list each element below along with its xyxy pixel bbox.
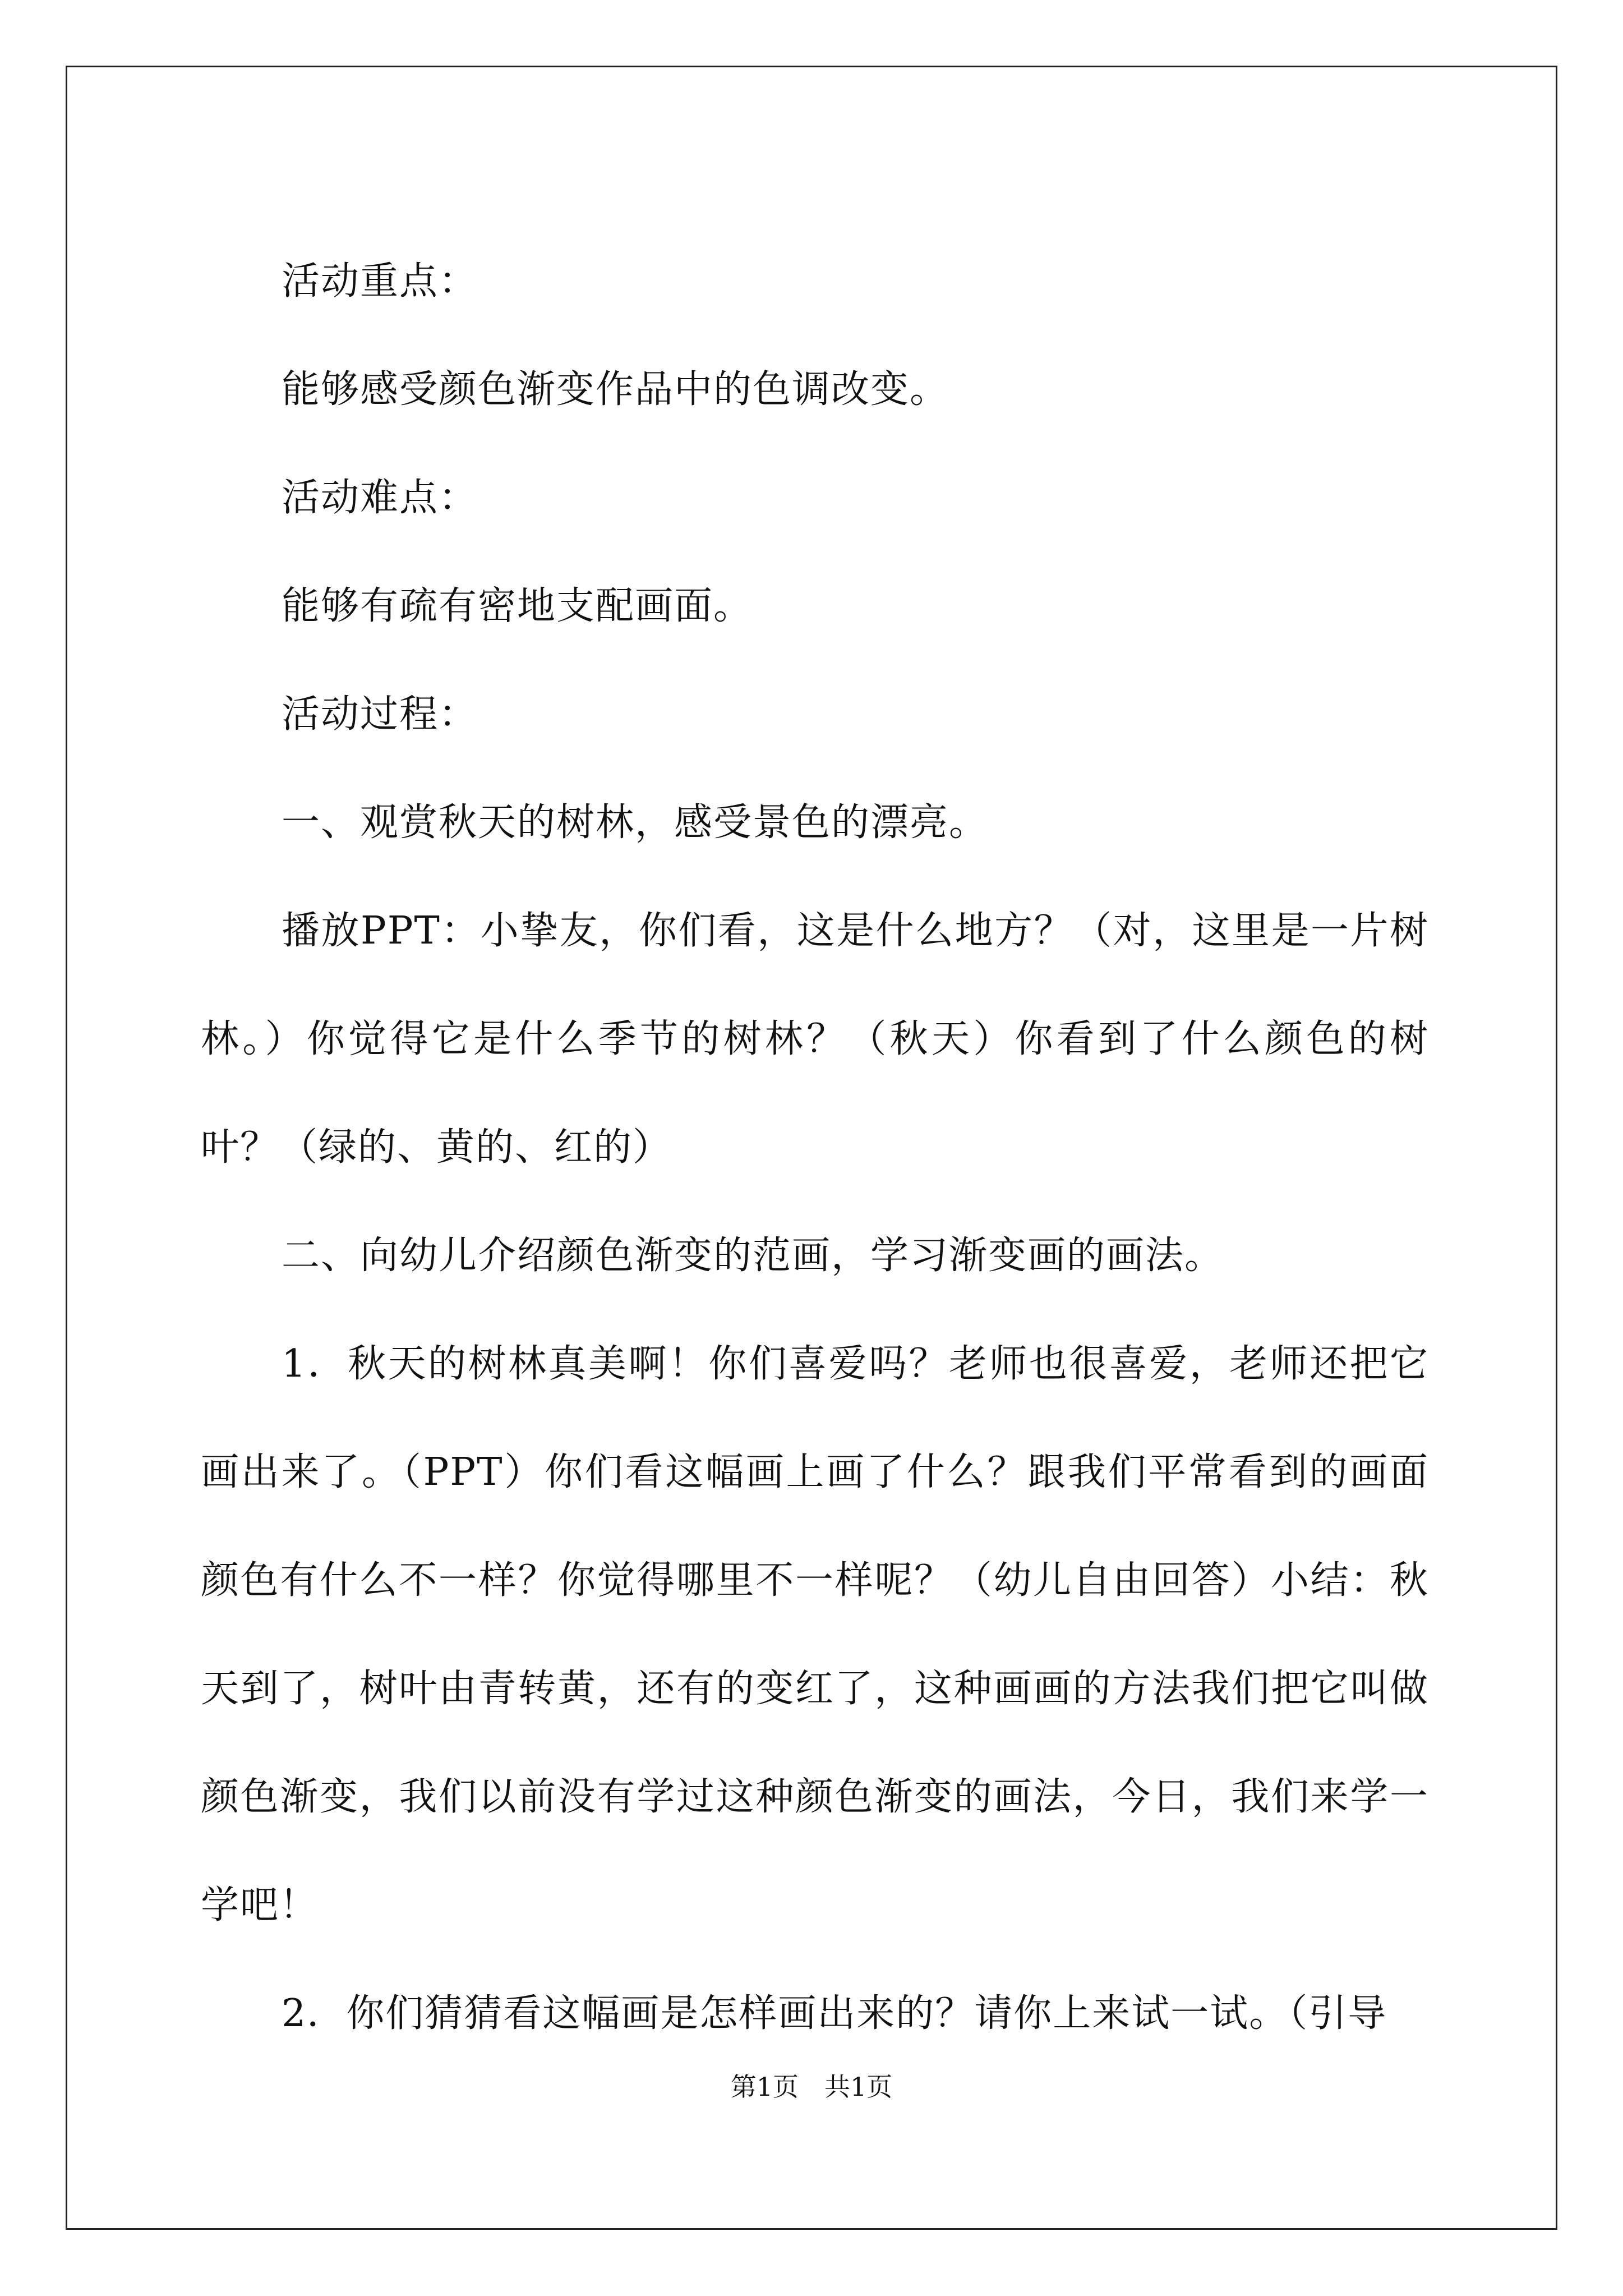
document-body	[201, 227, 1429, 2068]
paragraph-difficulty-heading: 活动难点：	[282, 476, 478, 520]
paragraph-difficulty: 能够有疏有密地支配画面。	[282, 584, 753, 628]
paragraph-process-heading: 活动过程：	[282, 692, 478, 737]
paragraph-section-one: 一、观赏秋天的树林，感受景色的漂亮。	[282, 800, 989, 845]
page-number-footer: 第1页 共1页	[730, 2072, 893, 2102]
paragraph-step-one: 1．秋天的树林真美啊！你们喜爱吗？老师也很喜爱，老师还把它画出来了。（PPT）你们看这幅画上画了什么？跟我们平常看到的画面颜色有什么不一样？你觉得哪里不一样呢？（幼儿自由回答）小结：秋天到了，树叶由青转黄，还有的变红了，这种画画的方法我们把它叫做颜色渐变，我们以前没有学过这种颜色渐变的画法，今日，我们来学一学吧！	[201, 1342, 1429, 1927]
paragraph-step-two: 2．你们猜猜看这幅画是怎样画出来的？请你上来试一试。（引导	[282, 1991, 1387, 2036]
paragraph-ppt-intro: 播放PPT：小挚友，你们看，这是什么地方？（对，这里是一片树林。）你觉得它是什么季节的树林？（秋天）你看到了什么颜色的树叶？（绿的、黄的、红的）	[201, 909, 1429, 1170]
paragraph-key-point: 能够感受颜色渐变作品中的色调改变。	[282, 367, 949, 412]
paragraph-section-two: 二、向幼儿介绍颜色渐变的范画，学习渐变画的画法。	[282, 1234, 1224, 1278]
paragraph-key-point-heading: 活动重点：	[282, 259, 478, 303]
